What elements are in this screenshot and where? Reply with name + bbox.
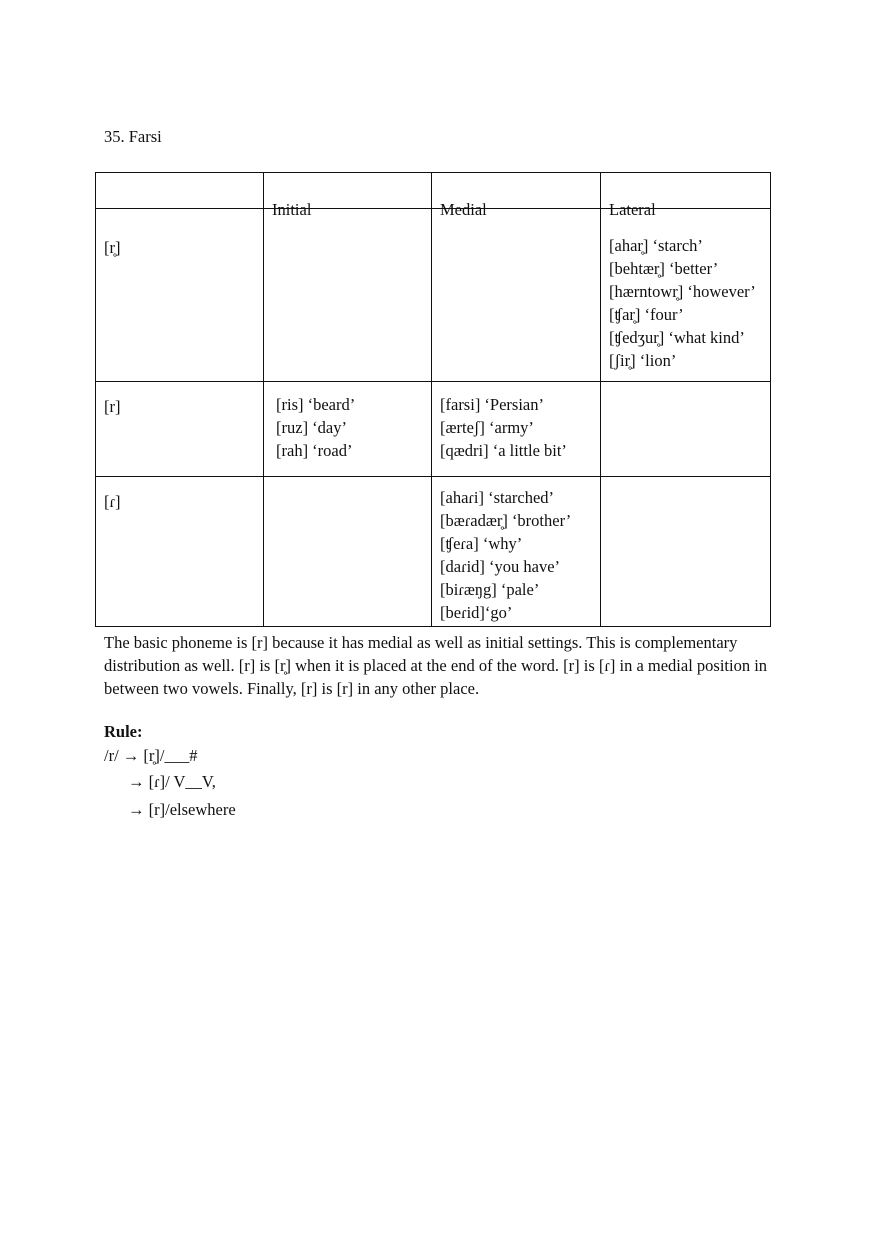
example-word: [ʧar̥] ‘four’ bbox=[609, 305, 684, 324]
table-row bbox=[96, 477, 771, 627]
table-row bbox=[96, 382, 771, 477]
column-header-lateral: Lateral bbox=[609, 200, 656, 219]
example-word: [daɾid] ‘you have’ bbox=[440, 557, 561, 576]
column-header-initial: Initial bbox=[272, 200, 312, 219]
example-word: [bæɾadær̥] ‘brother’ bbox=[440, 511, 572, 530]
example-word: [ʧedʒur̥] ‘what kind’ bbox=[609, 328, 745, 347]
rule-line: → [ɾ]/ V__V, bbox=[128, 772, 216, 791]
initial-cell bbox=[264, 200, 432, 382]
example-word: [beɾid]‘go’ bbox=[440, 603, 513, 622]
farsi-data-table bbox=[95, 172, 771, 627]
example-word: [rah] ‘road’ bbox=[276, 441, 353, 460]
medial-cell bbox=[432, 382, 601, 477]
medial-cell bbox=[432, 477, 601, 627]
example-word: [ʃir̥] ‘lion’ bbox=[609, 351, 677, 370]
example-word: [qædri] ‘a little bit’ bbox=[440, 441, 567, 460]
phone-cell bbox=[96, 209, 264, 382]
lateral-cell bbox=[601, 200, 771, 382]
example-word: [ruz] ‘day’ bbox=[276, 418, 347, 437]
initial-cell bbox=[264, 477, 432, 627]
column-header-medial: Medial bbox=[440, 200, 487, 219]
rule-line: → [r]/elsewhere bbox=[128, 800, 236, 819]
example-word: [behtær̥] ‘better’ bbox=[609, 259, 719, 278]
example-word: [ʧeɾa] ‘why’ bbox=[440, 534, 523, 553]
example-word: [ahar̥] ‘starch’ bbox=[609, 236, 703, 255]
example-word: [ærteʃ] ‘army’ bbox=[440, 418, 534, 437]
table-row bbox=[96, 209, 771, 382]
example-word: [ahaɾi] ‘starched’ bbox=[440, 488, 555, 507]
rule-line: /r/ → [r̥]/___# bbox=[104, 746, 198, 765]
lateral-cell bbox=[601, 477, 771, 627]
initial-cell bbox=[264, 382, 432, 477]
document-title: 35. Farsi bbox=[104, 127, 162, 146]
column-header-empty bbox=[96, 204, 263, 234]
example-word: [ris] ‘beard’ bbox=[276, 395, 356, 414]
example-word: [biɾæŋg] ‘pale’ bbox=[440, 580, 540, 599]
example-word: [farsi] ‘Persian’ bbox=[440, 395, 544, 414]
example-word: [hærntowr̥] ‘however’ bbox=[609, 282, 756, 301]
medial-cell bbox=[432, 200, 601, 382]
rule-heading: Rule: bbox=[104, 722, 143, 741]
phone-cell bbox=[96, 477, 264, 627]
lateral-cell bbox=[601, 382, 771, 477]
phone-label: [r̥] bbox=[104, 238, 121, 257]
phone-cell bbox=[96, 382, 264, 477]
phone-label: [r] bbox=[104, 397, 121, 416]
phone-label: [ɾ] bbox=[104, 492, 121, 511]
explanation-paragraph: The basic phoneme is [r] because it has medial as well as initial settings. This is complementary distribution as well. [r] is [r̥] when it is placed at the end of the word. [r] is [ɾ] in a medial position in between two vowels. Finally, [r] is [r] in any other place. bbox=[104, 633, 768, 698]
